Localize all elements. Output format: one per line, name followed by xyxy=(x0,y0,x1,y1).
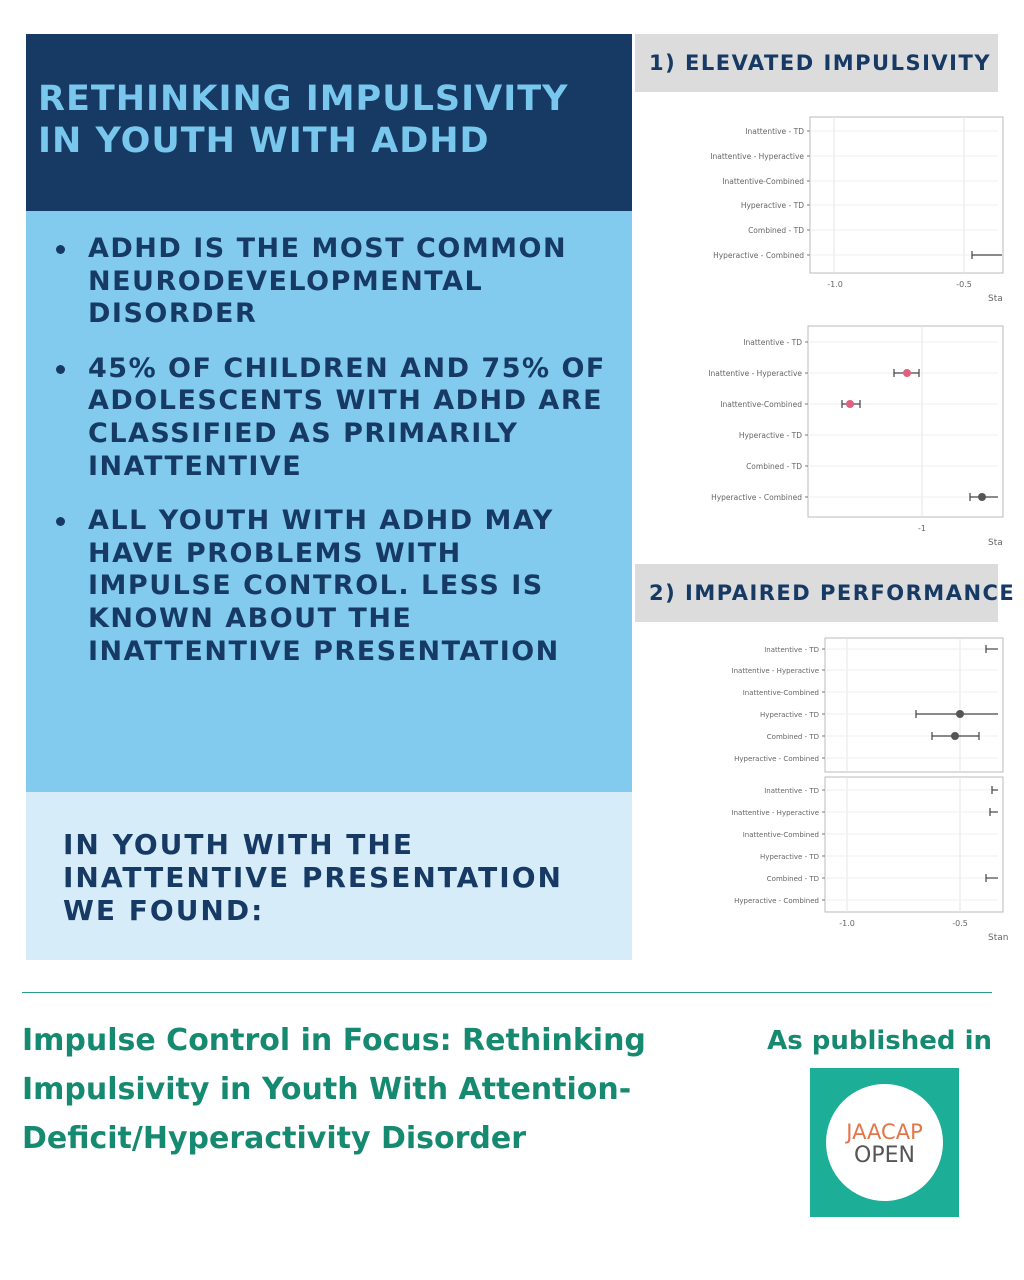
axis-title: Stan xyxy=(988,933,1009,943)
plot-frame xyxy=(825,638,1003,772)
row-label: Hyperactive - Combined xyxy=(734,755,819,763)
forest-plots xyxy=(632,34,1009,960)
bullet-item-impulse-control xyxy=(54,505,614,668)
bullet-text: ADHD IS THE MOST COMMON NEURODEVELOPMENTAL DISORDER xyxy=(88,233,568,330)
logo-text-open: OPEN xyxy=(854,1143,915,1168)
axis-tick-label: -0.5 xyxy=(952,919,968,928)
data-point xyxy=(951,732,959,740)
bullet-icon xyxy=(56,245,65,254)
row-label: Hyperactive - Combined xyxy=(711,493,802,502)
row-label: Inattentive - Hyperactive xyxy=(731,809,819,817)
row-label: Combined - TD xyxy=(766,875,819,883)
row-label: Combined - TD xyxy=(746,462,802,471)
data-point xyxy=(903,369,911,377)
axis-tick-label: -0.5 xyxy=(956,280,972,289)
bullet-item-inattentive-share xyxy=(54,353,614,483)
row-label: Inattentive - Hyperactive xyxy=(710,152,804,161)
row-label: Hyperactive - Combined xyxy=(713,251,804,260)
bullet-item-prevalence xyxy=(54,233,614,331)
results-panel xyxy=(632,34,1016,960)
row-label: Inattentive-Combined xyxy=(742,831,819,839)
row-label: Inattentive - Hyperactive xyxy=(731,667,819,675)
bullet-text: ALL YOUTH WITH ADHD MAY HAVE PROBLEMS WITH IMPULSE CONTROL. LESS IS KNOWN ABOUT THE INATTENTIVE PRESENTATION xyxy=(88,505,560,667)
bullet-list xyxy=(54,233,614,690)
data-point xyxy=(846,400,854,408)
data-point xyxy=(956,710,964,718)
axis-title: Sta xyxy=(988,538,1003,548)
bullet-icon xyxy=(56,517,65,526)
row-label: Combined - TD xyxy=(766,733,819,741)
published-label: As published in xyxy=(767,1026,992,1056)
section-header-performance: 2) IMPAIRED PERFORMANCE xyxy=(635,564,998,622)
plot-frame xyxy=(808,326,1003,517)
row-label: Inattentive-Combined xyxy=(722,177,804,186)
bullet-icon xyxy=(56,365,65,374)
row-label: Inattentive - TD xyxy=(745,127,804,136)
row-label: Inattentive - TD xyxy=(764,787,819,795)
journal-logo[interactable] xyxy=(810,1068,959,1217)
title-panel xyxy=(26,34,632,211)
bullet-panel xyxy=(26,211,632,792)
row-label: Combined - TD xyxy=(748,226,804,235)
axis-title: Sta xyxy=(988,294,1003,304)
row-label: Inattentive-Combined xyxy=(720,400,802,409)
findings-panel xyxy=(26,792,632,960)
article-title[interactable]: Impulse Control in Focus: Rethinking Impulsivity in Youth With Attention-Deficit/Hyperactivity Disorder xyxy=(22,1023,646,1156)
row-label: Inattentive - Hyperactive xyxy=(708,369,802,378)
axis-tick-label: -1 xyxy=(918,524,926,533)
axis-tick-label: -1.0 xyxy=(839,919,855,928)
row-label: Hyperactive - Combined xyxy=(734,897,819,905)
logo-text-jaacap: JAACAP xyxy=(846,1120,923,1144)
data-point xyxy=(978,493,986,501)
findings-intro: IN YOUTH WITH THE INATTENTIVE PRESENTATION WE FOUND: xyxy=(63,828,563,927)
row-label: Hyperactive - TD xyxy=(760,853,819,861)
axis-tick-label: -1.0 xyxy=(827,280,843,289)
plot-frame xyxy=(825,777,1003,912)
infographic-title: RETHINKING IMPULSIVITY IN YOUTH WITH ADHD xyxy=(38,79,569,161)
row-label: Inattentive - TD xyxy=(764,646,819,654)
row-label: Hyperactive - TD xyxy=(738,431,802,440)
bullet-text: 45% OF CHILDREN AND 75% OF ADOLESCENTS WITH ADHD ARE CLASSIFIED AS PRIMARILY INATTENTIVE xyxy=(88,352,606,482)
row-label: Inattentive - TD xyxy=(743,338,802,347)
section-header-impulsivity: 1) ELEVATED IMPULSIVITY xyxy=(635,34,998,92)
row-label: Hyperactive - TD xyxy=(740,201,804,210)
row-label: Hyperactive - TD xyxy=(760,711,819,719)
logo-circle xyxy=(826,1084,943,1201)
plot-frame xyxy=(810,117,1003,273)
row-label: Inattentive-Combined xyxy=(742,689,819,697)
divider xyxy=(22,992,992,993)
